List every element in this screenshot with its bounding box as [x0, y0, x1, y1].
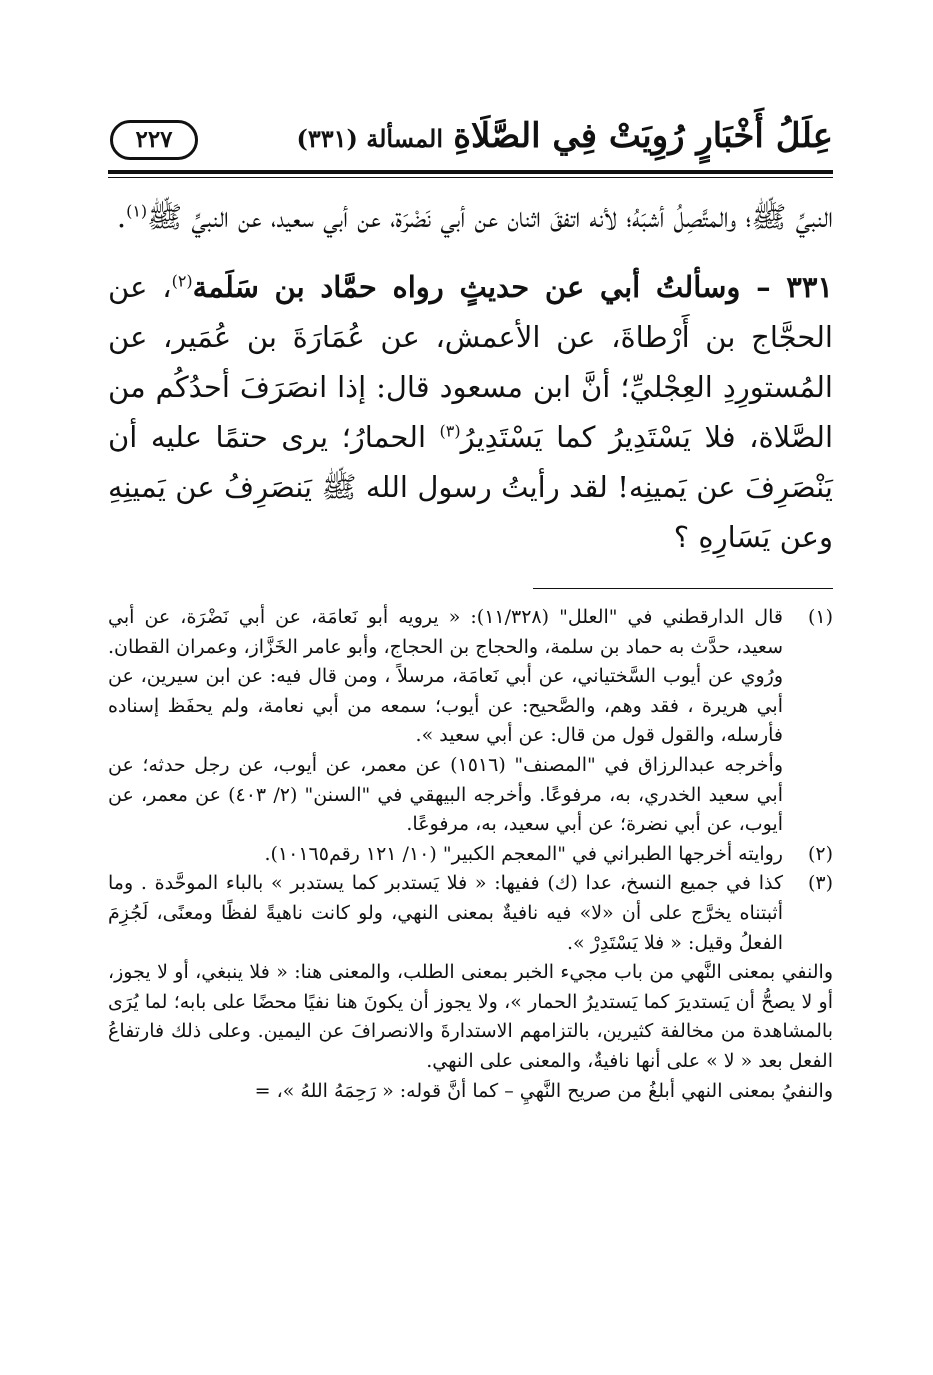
- footnote-2-text: روايته أخرجها الطبراني في "المعجم الكبير" (١٠/ ١٢١ رقم١٠١٦٥).: [264, 842, 783, 865]
- footnote-1-number: (١): [807, 606, 833, 628]
- paragraph-1-text: النبيِّ ﷺ؛ والمتَّصِلُ أشبَهُ؛ لأنه اتفقَ اثنان عن أبي نَضْرَة، عن أبي سعيد، عن النبيِّ ﷺ: [147, 200, 833, 234]
- footnote-3-number: (٣): [807, 872, 833, 895]
- paragraph-continuation: [108, 192, 833, 242]
- paragraph-2-opening: – وسألتُ أبي عن حديثٍ رواه حمَّاد بن سَلَمة: [192, 270, 787, 304]
- footnote-1-para-a: قال الدارقطني في "العلل" (١١/٣٢٨): « يرويه أبو نَعامَة، عن أبي نَضْرَة، عن أبي سعيد، حدَّث به حماد بن سلمة، والحجاج بن الحجاج، وأبو عامر الخَزَّاز، وعمران القطان. ورُوي عن أيوب السَّختياني، عن أبي نَعامَة، مرسلاً ، ومن قال فيه: عن ابن سيرين، عن أبي هريرة ، فقد وهم، والصَّحيح: عن أيوب؛ سمعه من أبي نعامة، ولم يحفَظ إسناده فأرسله، والقول قول من قال: عن أبي سعيد ».: [108, 606, 783, 747]
- paragraph-2-middle: ، عن الحجَّاج بن أَرْطاةَ، عن الأعمش، عن عُمَارَةَ بن عُمَير، عن المُستورِدِ العِجْليِّ؛ أنَّ ابن مسعود قال: إذا انصَرَفَ أحدُكُم من الصَّلاة، فلا يَسْتَدِيرُ كما يَسْتَدِيرُ: [108, 270, 833, 454]
- paragraph-issue-331: [108, 262, 833, 562]
- header-rule-thin: [108, 177, 833, 178]
- footnote-3-para-c: والنفيُ بمعنى النهي أبلغُ من صريح النَّهيِ – كما أنَّ قوله: « رَحِمَهُ اللهُ »، =: [254, 1079, 833, 1102]
- footnote-3-para-b: والنفي بمعنى النَّهي من باب مجيء الخبر بمعنى الطلب، والمعنى هنا: « فلا ينبغي، أو لا يجوز، أو لا يصحُّ أن يَستديرَ كما يَستديرُ الحمار »، ولا يجوز أن يكونَ هنا نفيًا محضًا على بابه؛ لما يُرَى بالمشاهدة من مخالفة كثيرين، بالتزامهم الاستدارةَ والانصرافَ عن اليمين. وعلى ذلك فارتفاعُ الفعل بعد « لا » على أنها نافيةٌ، والمعنى على النهي.: [108, 961, 833, 1072]
- footnote-1: [108, 603, 833, 840]
- footnote-3-text: كذا في جميع النسخ، عدا (ك) ففيها: « فلا يَستدبر كما يستدبر » بالباء الموحَّدة . وما أثبتناه يخرَّج على أن «لا» فيه نافيةٌ بمعنى النهي، ولو كانت ناهيةً لفظًا ومعنًى، لَجُزِمَ الفعلُ وقيل: « فلا يَسْتَدِرْ ».: [108, 872, 783, 954]
- issue-number: ٣٣١: [786, 270, 833, 304]
- footnote-2-number: (٢): [807, 842, 833, 865]
- document-page: [108, 112, 833, 1106]
- footnote-ref-1: (١): [126, 201, 148, 221]
- footnote-1-text: [108, 603, 783, 840]
- footnote-1-para-b: وأخرجه عبدالرزاق في "المصنف" (١٥١٦) عن معمر، عن أيوب، عن رجل حدثه؛ عن أبي سعيد الخدري، به، مرفوعًا. وأخرجه البيهقي في "السنن" (٢/ ٤٠٣) عن معمر، عن أيوب، عن أبي نضرة؛ عن أبي سعيد، به، مرفوعًا.: [108, 753, 783, 836]
- paragraph-1-end: .: [116, 200, 127, 234]
- footnote-2: [108, 840, 833, 870]
- book-title: عِلَلُ أَخْبَارٍ رُوِيَتْ فِي الصَّلَاةِ: [453, 116, 833, 156]
- issue-label: المسألة (٣٣١): [296, 124, 443, 153]
- header-rule-thick: [108, 170, 833, 174]
- footnote-3: [108, 869, 833, 958]
- footnote-ref-2: (٢): [171, 271, 193, 291]
- footnote-ref-3: (٣): [439, 421, 461, 441]
- footnotes: [108, 603, 833, 1106]
- page-number-badge: ٢٢٧: [110, 120, 198, 160]
- paragraph-2-end: الحمارُ؛ يرى حتمًا عليه أن يَنْصَرِفَ عن يَمينِه! لقد رأيتُ رسول الله ﷺ يَنصَرِفُ عن يَمينِهِ وعن يَسَارِهِ ؟: [108, 420, 833, 554]
- footnote-separator: [533, 588, 833, 589]
- page-header: [108, 112, 833, 168]
- main-text: [108, 192, 833, 562]
